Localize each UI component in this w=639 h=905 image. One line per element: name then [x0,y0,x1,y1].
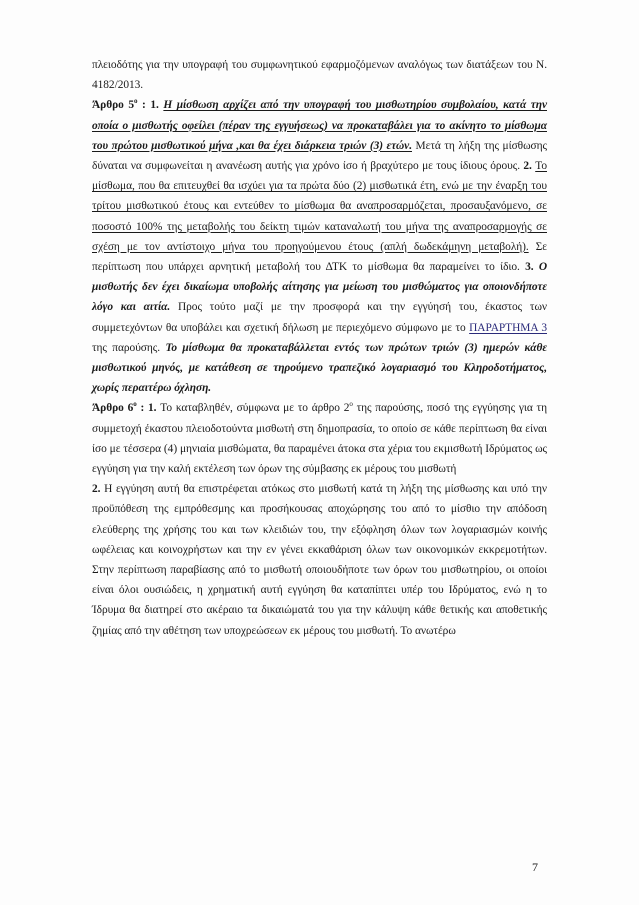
article-5-heading: Άρθρο $5^o$ : [92,97,151,112]
article-5-clause-2-number: 2. [523,160,536,173]
document-body [92,55,547,641]
article-5-clause-3-number: 3. [525,261,539,274]
article-6-clause-1-number: 1. [148,402,161,415]
article-6-clause-1-sup: ο [349,400,353,409]
article-6-clause-2-number: 2. [92,483,105,496]
annex-3-link[interactable]: ΠΑΡΑΡΤΗΜΑ 3 [469,321,547,334]
article-6-heading: Άρθρο $6^o$ : [92,400,149,415]
article-6-clause-2-text: Η εγγύηση αυτή θα επιστρέφεται ατόκως στο μισθωτή κατά τη λήξη της μίσθωσης και υπό την προϋπόθεση της εμπρόθεσμης και προσήκουσας αποχώρησης του από το μίσθιο την απόδοση ελεύθερης της χρήσης του και των κλειδιών του, την εξόφληση όλων των λογαριασμών κοινής ωφέλειας και κοινοχρήστων και την εν γένει εκκαθάριση όλων των οικονομικών εκκρεμοτήτων. Στην περίπτωση παραβίασης από το μισθωτή οποιουδήποτε των όρων του μισθωτηρίου, οι οποίοι είναι όλοι ουσιώδεις, η χρηματική αυτή εγγύηση θα καταπίπτει υπέρ του Ιδρύματος, ενώ η το Ίδρυμα θα διατηρεί στο ακέραιο τα δικαιώματά του για την κάλυψη κάθε θετικής και αποθετικής ζημίας από την αθέτηση των υποχρεώσεων εκ μέρους του μισθωτή. Το ανωτέρω [92,483,547,637]
article-5-clause-1-emphasis: Η μίσθωση αρχίζει από την υπογραφή του μισθωτηρίου συμβολαίου, κατά την οποία ο μισθωτής οφείλει (πέραν της εγγυήσεως) να προκαταβάλει για το ακίνητο το μίσθωμα του πρώτου μισθωτικού μήνα ,και θα έχει διάρκεια τριών (3) ετών. [92,99,547,152]
article-5-rent-payment-emphasis: Το μίσθωμα θα προκαταβάλλεται εντός των πρώτων τριών (3) ημερών κάθε μισθωτικού μηνός, με κατάθεση σε τηρούμενο τραπεζικό λογαριασμό του Κληροδοτήματος, χωρίς περαιτέρω όχληση. [92,341,548,395]
article-5-clause-2-underlined: Το μίσθωμα, που θα επιτευχθεί θα ισχύει για τα πρώτα δύο (2) μισθωτικά έτη, ενώ με την έναρξη του τρίτου μισθωτικού έτους και εντεύθεν το μίσθωμα θα αναπροσαρμόζεται, προσαυξανόμενο, σε ποσοστό 100% της μεταβολής του δείκτη τιμών καταναλωτή του μήνα της αναπροσαρμογής σε σχέση με τον αντίστοιχο μήνα του προηγούμενου έτους (απλή δωδεκάμηνη μεταβολή). [92,160,547,253]
article-6-clause-1-rest: της παρούσης, ποσό της εγγύησης για τη συμμετοχή έκαστου πλειοδοτούντα μισθωτή στη δημοπρασία, το οποίο σε κάθε περίπτωση θα είναι ίσο με τέσσερα (4) μηνιαία μισθώματα, θα παραμένει άτοκα στα χέρια του εκμισθωτή Ιδρύματος ως εγγύηση για την καλή εκτέλεση των όρων της σύμβασης εκ μέρους του μισθωτή [92,402,547,476]
article-5-clause-3-after-link: της παρούσης. [92,341,166,354]
page-number: 7 [532,860,538,874]
article-5-clause-3-emphasis: Ο μισθωτής δεν έχει δικαίωμα υποβολής αίτησης για μείωση του μισθώματος για οποιονδήποτε λόγο και αιτία. [92,261,547,314]
article-5-clause-3-text: Προς τούτο μαζί με την προσφορά και την εγγύησή του, έκαστος των συμμετεχόντων θα υποβάλει και σχετική δήλωση με περιεχόμενο σύμφωνο με το [92,301,547,334]
article-5-paragraph [92,95,547,398]
intro-paragraph [92,55,547,95]
article-6-paragraph-1 [92,398,547,479]
article-5-clause-1-text: Μετά τη λήξη της μίσθωσης δύναται να συμφωνείται η ανανέωση αυτής για χρόνο ίσο ή βραχύτερο με τους ίδιους όρους. [92,139,547,173]
article-5-clause-1-number: 1. [150,99,164,112]
article-5-clause-2-text: Σε περίπτωση που υπάρχει αρνητική μεταβολή του ΔΤΚ το μίσθωμα θα παραμείνει το ίδιο. [92,240,547,274]
article-6-paragraph-2 [92,479,547,641]
intro-text: πλειοδότης για την υπογραφή του συμφωνητικού εφαρμοζόμενων αναλόγως των διατάξεων του Ν. 4182/2013. [92,59,547,92]
article-6-clause-1-text: Το καταβληθέν, σύμφωνα με το άρθρο 2 [160,402,350,415]
